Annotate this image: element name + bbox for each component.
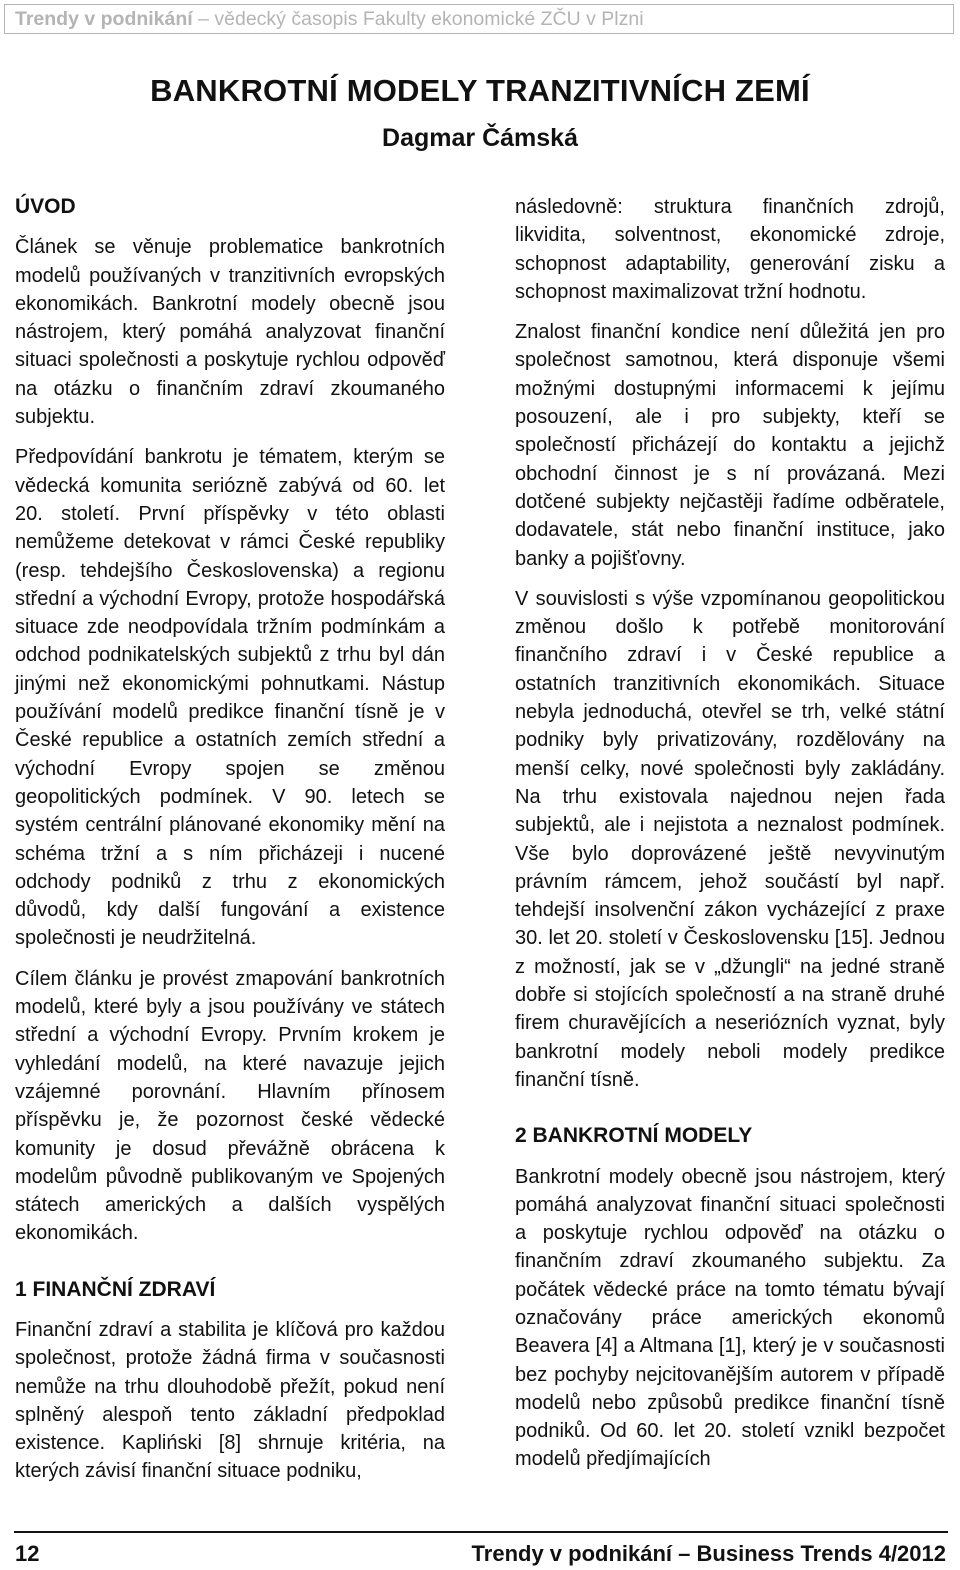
footer-journal-cz: Trendy v podnikání — [471, 1541, 673, 1566]
journal-header-text — [15, 8, 644, 31]
section-2-paragraph-1: Bankrotní modely obecně jsou nástrojem, který pomáhá analyzovat finanční situaci společnosti a poskytuje rychlou odpověď na otázku o finančním zdraví zkoumaného subjektu. Za počátek vědecké práce na tomto tématu bývají označovány práce amerických ekonomů Beavera [4] a Altmana [1], který je v současnosti bez pochyby nejcitovanějším autorem v případě modelů nebo způsobů predikce finanční tísně podniků. Od 60. let 20. století vznikl bezpočet modelů předjímajících — [515, 1165, 945, 1471]
journal-header — [4, 4, 954, 34]
right-paragraph-3: V souvislosti s výše vzpomínanou geopolitickou změnou došlo k potřebě monitorování finančního zdraví i v České republice a ostatních tranzitivních ekonomikách. Situace nebyla jednoduchá, otevřel se trh, velké státní podniky byly privatizovány, rozdělovány na menší celky, nové společnosti byly zakládány. Na trhu existovala najednou nejen řada subjektů, ale i nejistota a neznalost podmínek. Vše bylo doprovázené ještě nevyvinutým právním rámcem, jehož součástí byl např. tehdejší insolvenční zákon vycházející z praxe 30. let 20. století v Československu [15]. Jednou z možností, jak se v „džungli“ na jedné straně dobře si stojících společností a na straně druhé firem churavějících a neseriózních vyznat, byly bankrotní modely neboli modely predikce finanční tísně. — [515, 587, 945, 1091]
right-paragraph-1: následovně: struktura finančních zdrojů, likvidita, solventnost, ekonomické zdroje, schopnost adaptability, generování zisku a schopnost maximalizovat tržní hodnotu. — [515, 196, 945, 303]
page-number: 12 — [15, 1541, 40, 1566]
journal-dash: – — [198, 8, 215, 30]
article-author: Dagmar Čámská — [382, 124, 578, 152]
section-2-heading: 2 BANKROTNÍ MODELY — [515, 1124, 753, 1148]
footer-journal-en: Business Trends 4/2012 — [696, 1541, 946, 1566]
footer-separator: – — [678, 1541, 691, 1566]
footer-rule — [14, 1531, 948, 1533]
section-1-heading: 1 FINANČNÍ ZDRAVÍ — [15, 1277, 216, 1301]
right-paragraph-2: Znalost finanční kondice není důležitá jen pro společnost samotnou, která disponuje všemi možnými dostupnými informacemi k jejímu posouzení, ale i pro subjekty, kteří se společností přicházejí do kontaktu a jejichž obchodní činnost je s ní provázaná. Mezi dotčené subjekty nejčastěji řadíme odběratele, dodavatele, stát nebo finanční instituce, jako banky a pojišťovny. — [515, 321, 945, 570]
article-title: BANKROTNÍ MODELY TRANZITIVNÍCH ZEMÍ — [150, 73, 810, 108]
right-column — [515, 193, 945, 1486]
intro-paragraph-1: Článek se věnuje problematice bankrotních modelů používaných v tranzitivních evropských ekonomikách. Bankrotní modely obecně jsou nástrojem, který pomáhá analyzovat finanční situaci společnosti a poskytuje rychlou odpověď na otázku o finančním zdraví zkoumaného subjektu. — [15, 236, 445, 429]
journal-subtitle: vědecký časopis Fakulty ekonomické ZČU v Plzni — [214, 8, 644, 30]
section-1-paragraph-1: Finanční zdraví a stabilita je klíčová pro každou společnost, protože žádná firma v současnosti nemůže na trhu dlouhodobě přežít, pokud není splněný alespoň tento základní předpoklad existence. Kapliński [8] shrnuje kritéria, na kterých závisí finanční situace podniku, — [15, 1318, 445, 1483]
intro-heading: ÚVOD — [15, 195, 76, 218]
intro-paragraph-3: Cílem článku je provést zmapování bankrotních modelů, které byly a jsou používány ve státech střední a východní Evropy. Prvním krokem je vyhledání modelů, na které navazuje jejich vzájemné porovnání. Hlavním přínosem příspěvku je, že pozornost české vědecké komunity je dosud převážně obrácena k modelům původně publikovaným ve Spojených státech amerických a dalších vyspělých ekonomikách. — [15, 967, 445, 1245]
footer-journal — [472, 1541, 946, 1567]
left-column — [15, 193, 445, 1498]
journal-name: Trendy v podnikání — [15, 8, 193, 30]
intro-paragraph-2: Předpovídání bankrotu je tématem, kterým se vědecká komunita seriózně zabývá od 60. let 20. století. První příspěvky v této oblasti nemůžeme detekovat v rámci České republiky (resp. tehdejšího Československa) a regionu střední a východní Evropy, protože hospodářská situace zde neodpovídala tržním podmínkám a odchod podnikatelských subjektů z trhu byl dán jinými než ekonomickými pohnutkami. Nástup používání modelů predikce finanční tísně je v České republice a ostatních zemích střední a východní Evropy spojen se změnou geopolitických podmínek. V 90. letech se systém centrální plánované ekonomiky mění na schéma tržní a s ním přicházeji i nucené odchody podniků z trhu z ekonomických důvodů, kdy další fungování a existence společnosti je neudržitelná. — [15, 446, 445, 950]
